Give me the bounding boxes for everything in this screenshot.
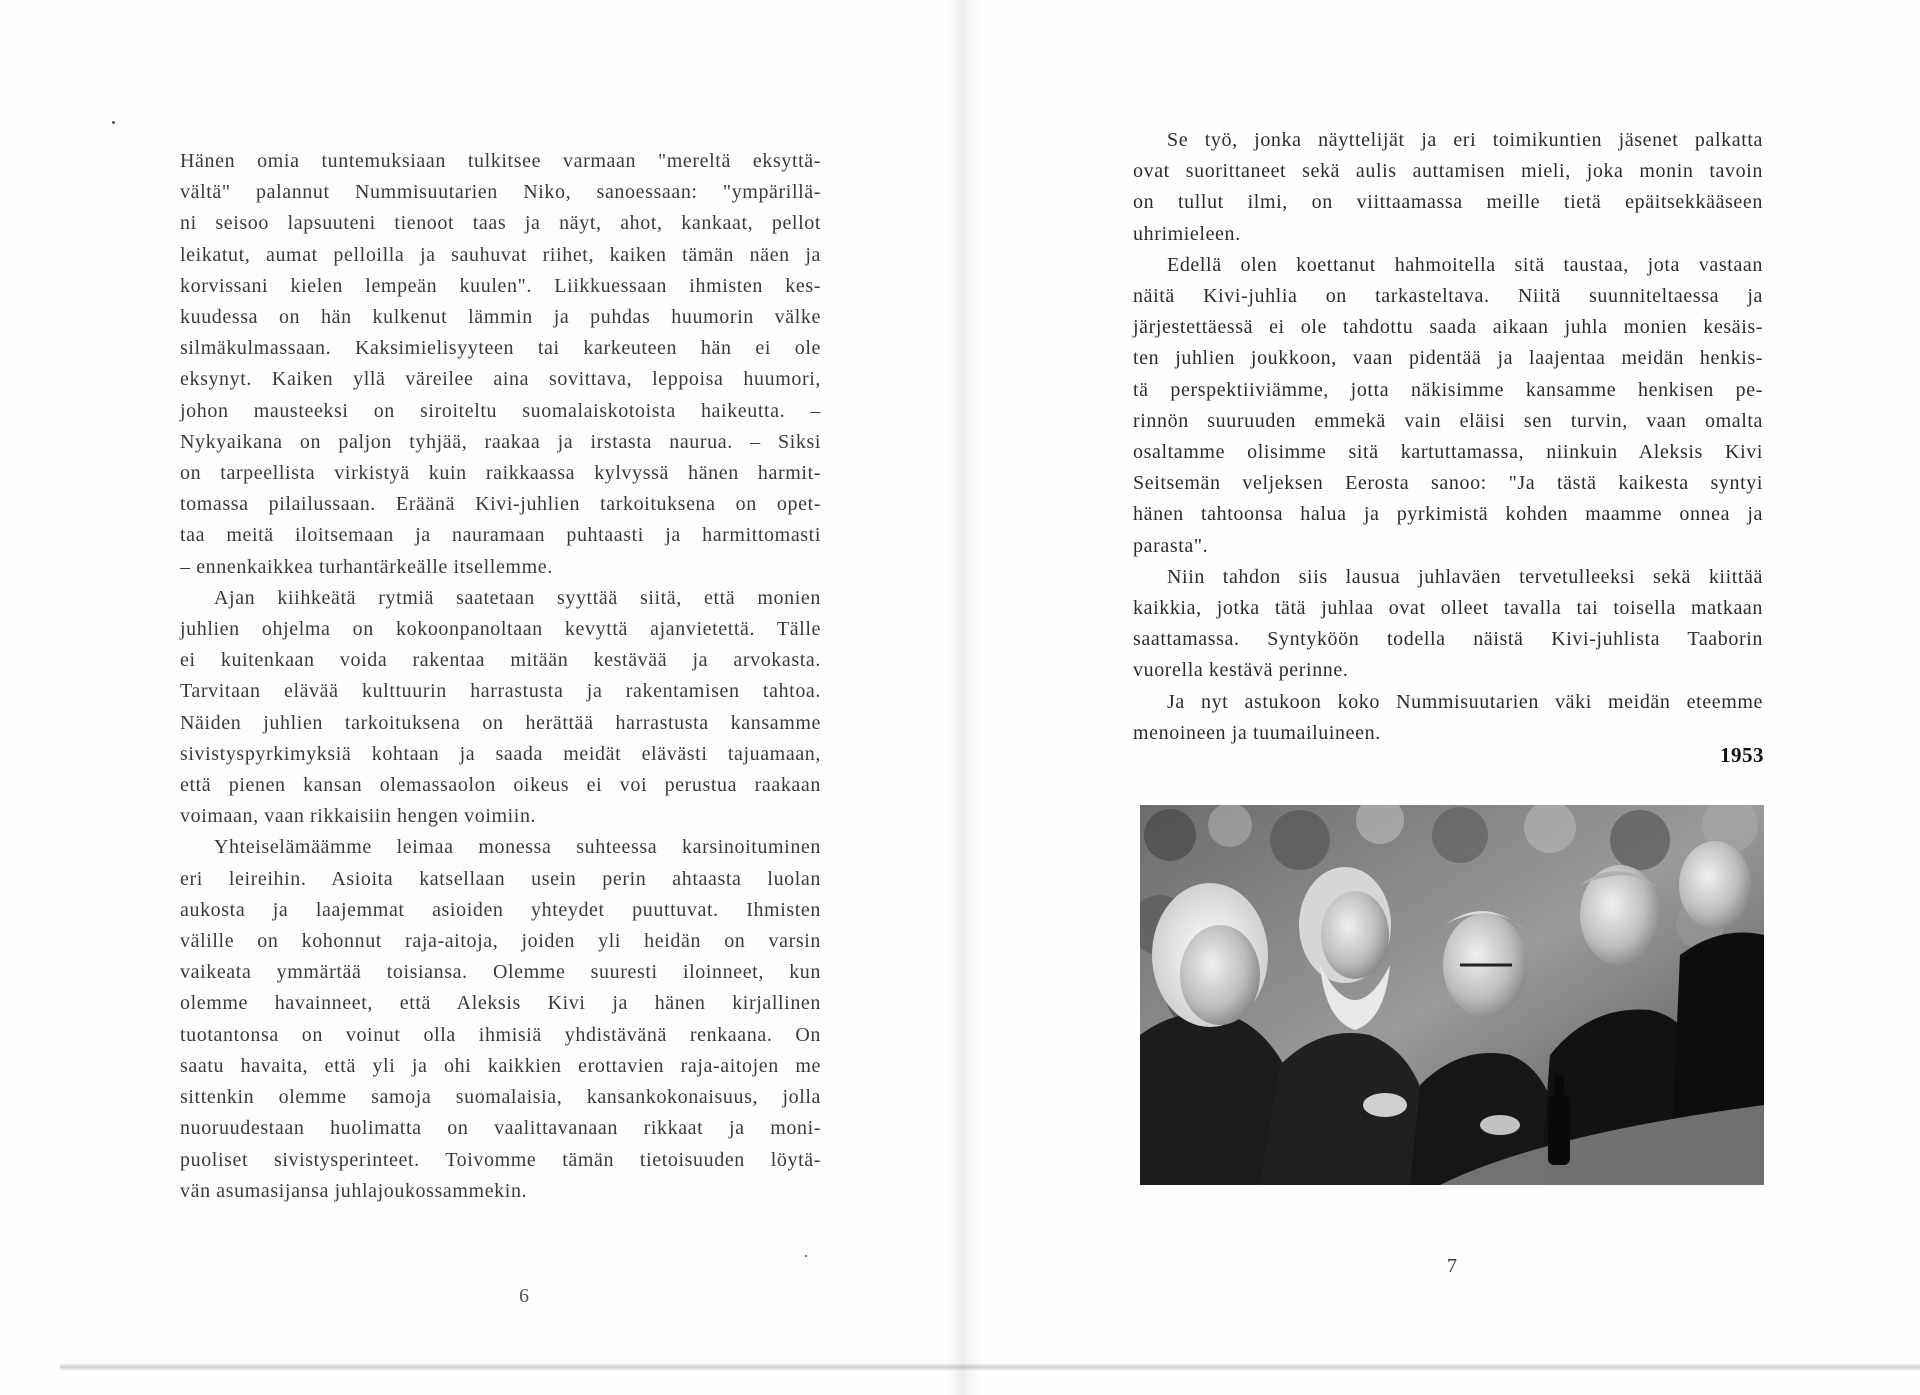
text-line: nuoruudestaan huolimatta on vaalittavanaan rikkaat ja moni- xyxy=(180,1117,821,1140)
text-line: ei kuitenkaan voida rakentaa mitään kestävää ja arvokasta. xyxy=(180,649,821,672)
text-line: on tarpeellista virkistyä kuin raikkaassa kylvyssä hänen harmit- xyxy=(180,462,821,485)
text-line: saattamassa. Syntyköön todella näistä Kivi-juhlista Taaborin xyxy=(1133,628,1763,651)
text-line: olemme havainneet, että Aleksis Kivi ja hänen kirjallinen xyxy=(180,992,821,1015)
text-line: eri leireihin. Asioita katsellaan usein perin ahtaasta luolan xyxy=(180,867,821,890)
right-page-body xyxy=(1133,125,1763,749)
text-line: Ja nyt astukoon koko Nummisuutarien väki meidän eteemme xyxy=(1167,690,1763,713)
paper-speck xyxy=(112,121,115,124)
page-number: 6 xyxy=(519,1285,529,1307)
text-line: tä perspektiiviämme, jotta näkisimme kansamme henkisen pe- xyxy=(1133,378,1763,401)
text-line: voimaan, vaan rikkaisiin hengen voimiin. xyxy=(180,805,537,828)
text-line: hänen tahtoonsa halua ja pyrkimistä kohden maamme onnea ja xyxy=(1133,503,1763,526)
text-line: johon mausteeksi on siroiteltu suomalaiskotoista haikeutta. – xyxy=(180,399,821,422)
text-line: menoineen ja tuumailuineen. xyxy=(1133,721,1381,744)
text-line: kuudessa on hän kulkenut lämmin ja puhdas huumorin välke xyxy=(180,306,821,329)
text-line: tomassa pilailussaan. Eräänä Kivi-juhlien tarkoituksena on opet- xyxy=(180,493,821,516)
book-gutter xyxy=(948,0,980,1395)
text-line: on tullut ilmi, on viittaamassa meille tietä epäitsekkääseen xyxy=(1133,191,1763,214)
text-line: leikatut, aumat pelloilla ja sauhuvat riihet, kaiken tämän näen ja xyxy=(180,243,821,266)
text-line: järjestettäessä ei ole tahdottu saada aikaan juhla monien kesäis- xyxy=(1133,316,1763,339)
text-line: Seitsemän veljeksen Eerosta sanoo: "Ja tästä kaikesta syntyi xyxy=(1133,472,1763,495)
text-line: puoliset sivistysperinteet. Toivomme tämän tietoisuuden löytä- xyxy=(180,1148,821,1171)
text-line: ni seisoo lapsuuteni tienoot taas ja näyt, ahot, kankaat, pellot xyxy=(180,212,821,235)
text-line: saatu havaita, että yli ja ohi kaikkien erottavien raja-aitojen me xyxy=(180,1054,821,1077)
historical-photo xyxy=(1140,805,1764,1185)
left-page-body xyxy=(180,146,821,1207)
text-line: korvissani kielen lempeän kuulen". Liikkuessaan ihmisten kes- xyxy=(180,274,821,297)
text-line: ten juhlien joukkoon, vaan pidentää ja laajentaa meidän henkis- xyxy=(1133,347,1763,370)
text-line: että pienen kansan olemassaolon oikeus ei voi perustua raakaan xyxy=(180,774,821,797)
page-edge-shadow xyxy=(60,1363,1920,1371)
text-line: – ennenkaikkea turhantärkeälle itsellemme. xyxy=(180,555,553,578)
text-line: taa meitä iloitsemaan ja nauramaan puhtaasti ja harmittomasti xyxy=(180,524,821,547)
text-line: rinnön suuruuden emmekä vain eläisi sen turvin, vaan omalta xyxy=(1133,409,1763,432)
text-line: Ajan kiihkeätä rytmiä saatetaan syyttää siitä, että monien xyxy=(214,586,821,609)
text-line: juhlien ohjelma on kokoonpanoltaan kevyttä ajanvietettä. Tälle xyxy=(180,618,821,641)
text-line: kaikkia, jotka tätä juhlaa ovat olleet tavalla tai toisella matkaan xyxy=(1133,597,1763,620)
text-line: ovat suorittaneet sekä aulis auttamisen mieli, joka monin tavoin xyxy=(1133,160,1763,183)
text-line: eksynyt. Kaiken yllä väreilee aina sovittava, leppoisa huumori, xyxy=(180,368,821,391)
text-line: parasta". xyxy=(1133,534,1209,557)
text-line: silmäkulmassaan. Kaksimielisyyteen tai karkeuteen hän ei ole xyxy=(180,337,821,360)
text-line: vaikeata ymmärtää toisiansa. Olemme suuresti iloinneet, kun xyxy=(180,961,821,984)
paper-speck xyxy=(805,1255,807,1257)
text-line: Niin tahdon siis lausua juhlaväen tervetulleeksi sekä kiittää xyxy=(1167,565,1763,588)
text-line: osaltamme olisimme sitä kartuttamassa, niinkuin Aleksis Kivi xyxy=(1133,441,1763,464)
text-line: välille on kohonnut raja-aitoja, joiden yli heidän on varsin xyxy=(180,930,821,953)
year-label: 1953 xyxy=(1720,743,1764,767)
text-line: uhrimieleen. xyxy=(1133,222,1241,245)
text-line: vältä" palannut Nummisuutarien Niko, sanoessaan: "ympärillä- xyxy=(180,181,821,204)
text-line: vän asumasijansa juhlajoukossammekin. xyxy=(180,1179,528,1202)
text-line: Yhteiselämäämme leimaa monessa suhteessa karsinoituminen xyxy=(214,836,821,859)
text-line: Hänen omia tuntemuksiaan tulkitsee varmaan "mereltä eksyttä- xyxy=(180,150,821,172)
text-line: Se työ, jonka näyttelijät ja eri toimikuntien jäsenet palkatta xyxy=(1167,129,1763,151)
text-line: Tarvitaan elävää kulttuurin harrastusta ja rakentamisen tahtoa. xyxy=(180,680,821,703)
text-line: vuorella kestävä perinne. xyxy=(1133,659,1349,682)
text-line: sittenkin olemme samoja suomalaisia, kansankokonaisuus, jolla xyxy=(180,1086,821,1109)
text-line: sivistyspyrkimyksiä kohtaan ja saada meidät elävästi tajuamaan, xyxy=(180,742,821,765)
text-line: Edellä olen koettanut hahmoitella sitä taustaa, jota vastaan xyxy=(1167,253,1763,276)
text-line: Näiden juhlien tarkoituksena on herättää harrastusta kansamme xyxy=(180,711,821,734)
text-line: tuotantonsa on voinut olla ihmisiä yhdistävänä renkaana. On xyxy=(180,1023,821,1046)
text-line: aukosta ja laajemmat asioiden yhteydet puuttuvat. Ihmisten xyxy=(180,898,821,921)
page-number: 7 xyxy=(1447,1255,1457,1277)
text-line: Nykyaikana on paljon tyhjää, raakaa ja irstasta naurua. – Siksi xyxy=(180,430,821,453)
text-line: näitä Kivi-juhlia on tarkasteltava. Niitä suunniteltaessa ja xyxy=(1133,285,1763,308)
